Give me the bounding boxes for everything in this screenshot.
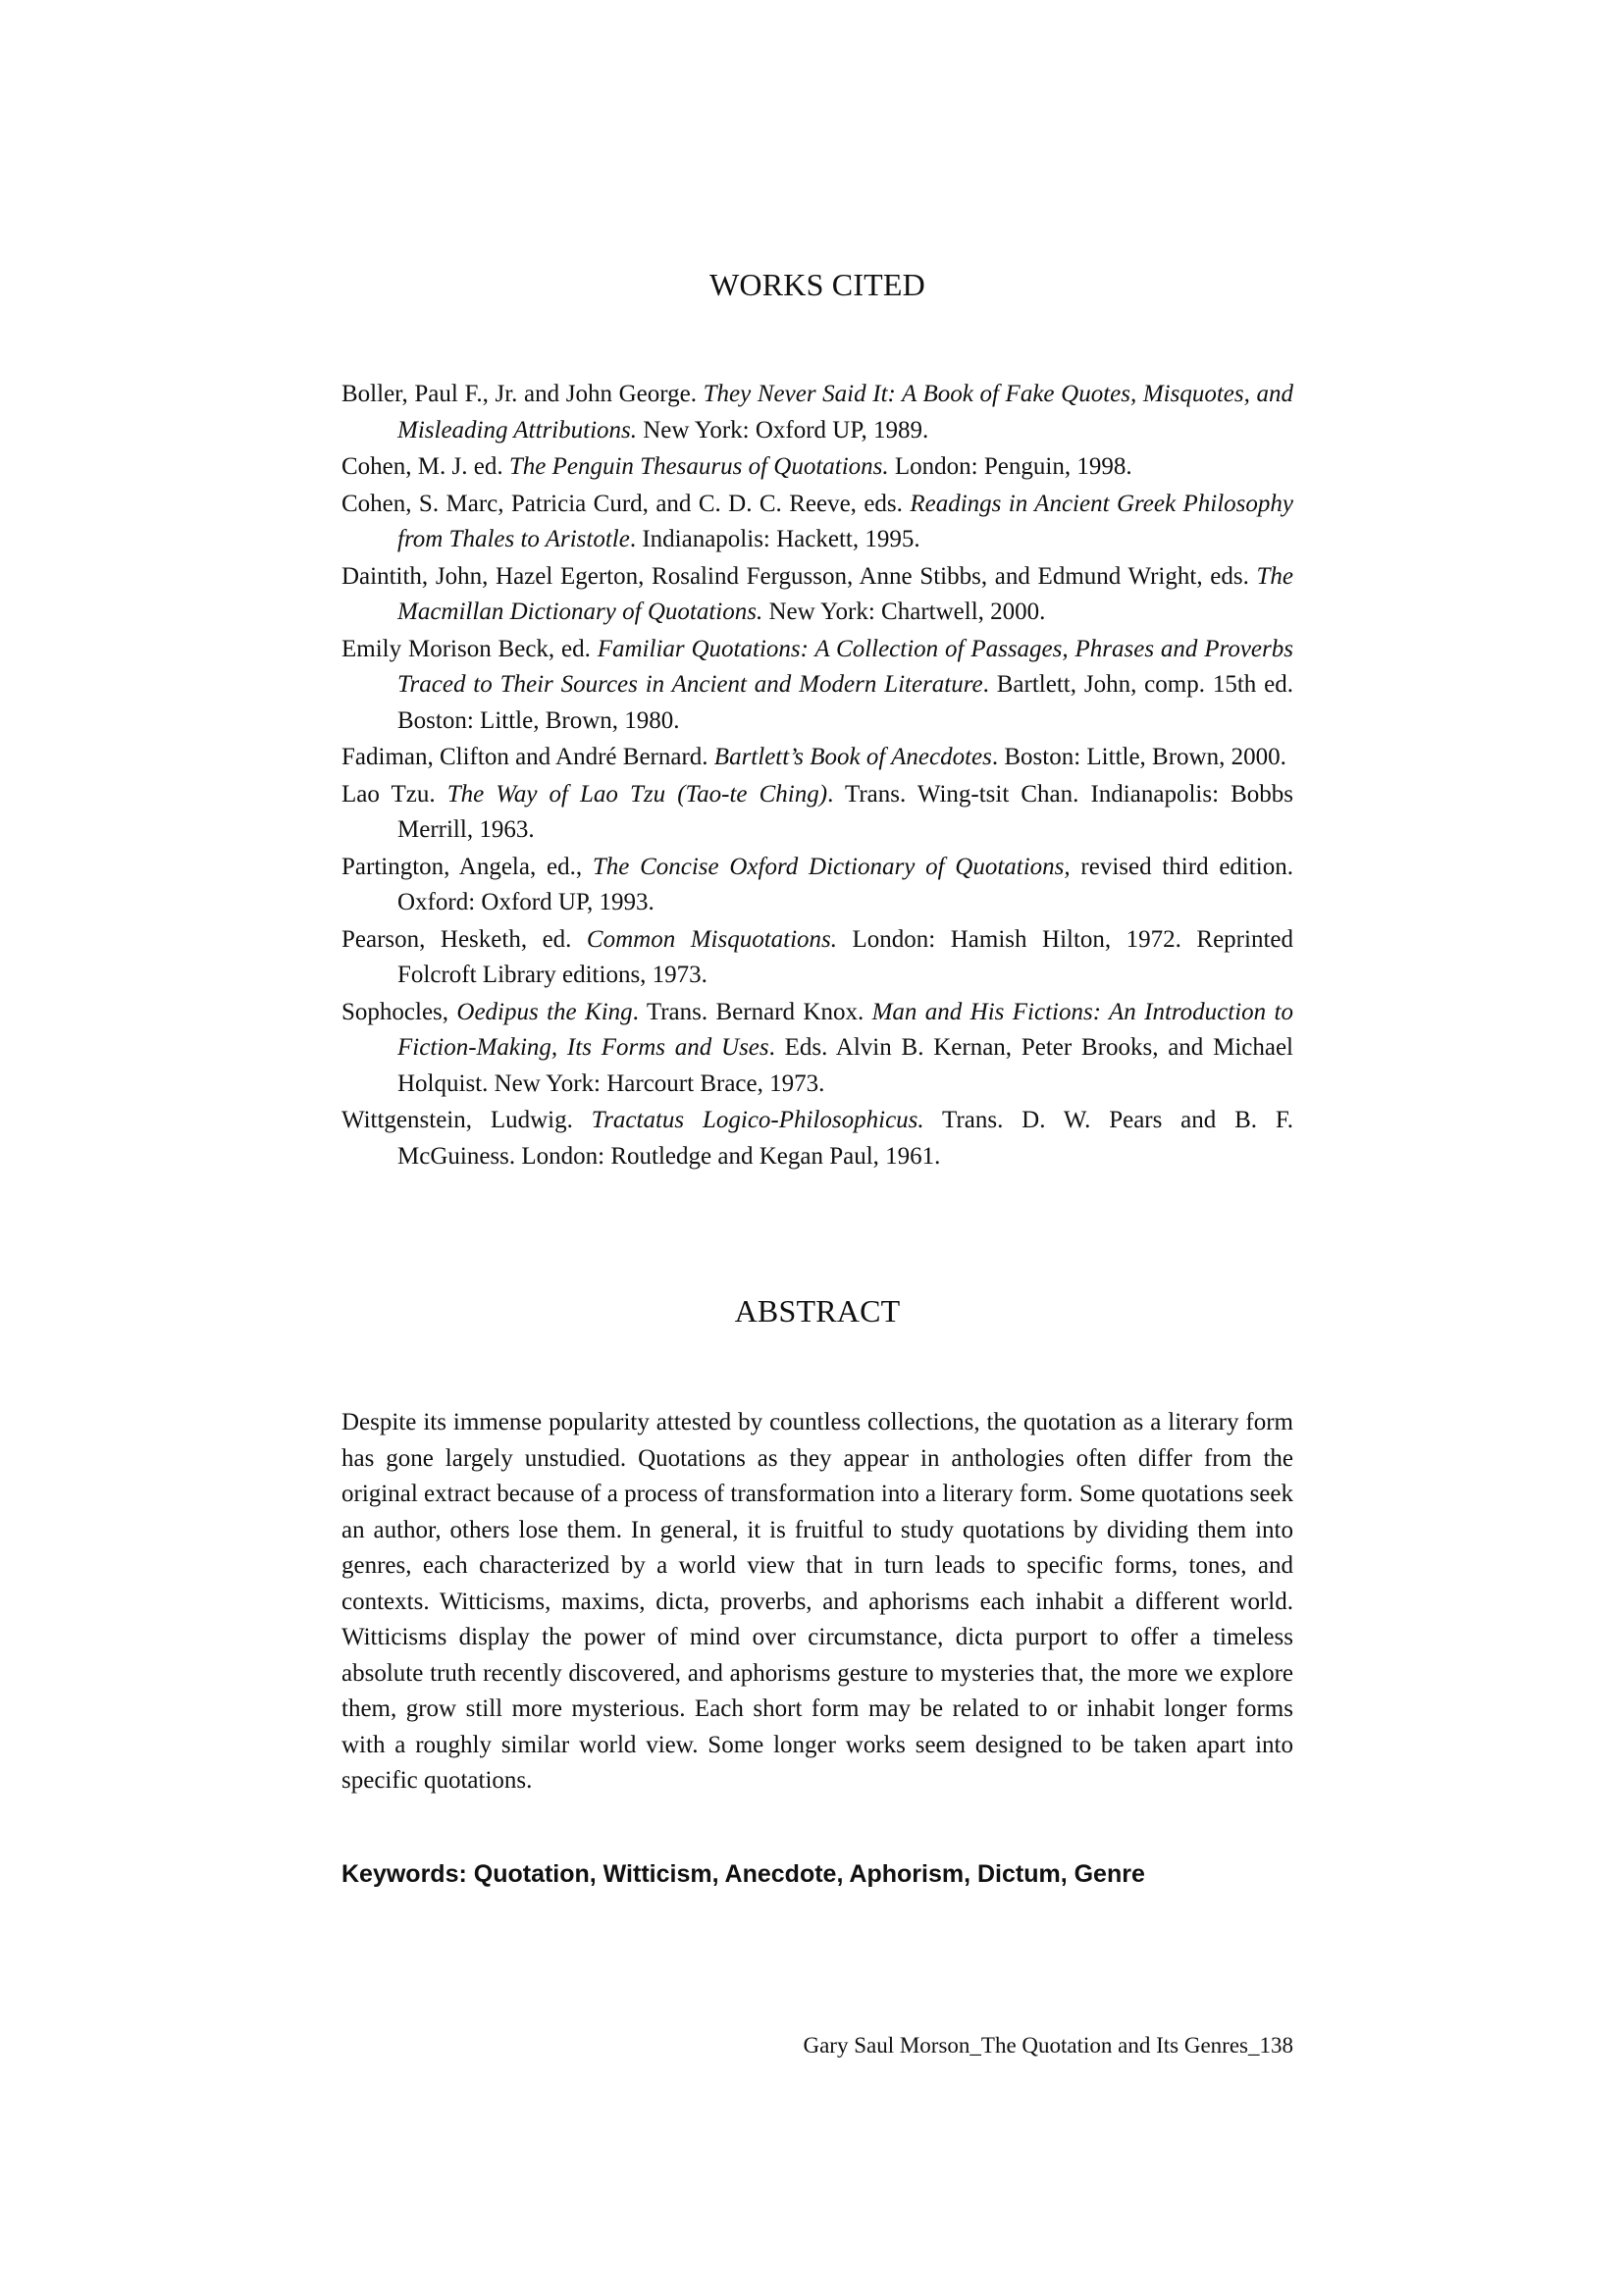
entry-title: Oedipus the King [456, 998, 633, 1025]
entry-publication: New York: Chartwell, 2000. [762, 599, 1046, 625]
entry-author: Boller, Paul F., Jr. and John George. [341, 381, 704, 407]
bibliography-entry [341, 449, 1293, 486]
entry-publication: . Indianapolis: Hackett, 1995. [629, 526, 920, 552]
entry-collection-title: Man and His Fictions: An Introduction to Fiction-Making, Its Forms and Uses [397, 998, 1293, 1061]
entry-title: The Penguin Thesaurus of Quotations. [508, 453, 889, 480]
bibliography-entry [341, 1103, 1293, 1174]
entry-title: Familiar Quotations: A Collection of Passages, Phrases and Proverbs Traced to Their Sources in Ancient and Modern Literature [397, 635, 1293, 698]
entry-publication: London: Hamish Hilton, 1972. Reprinted Folcroft Library editions, 1973. [397, 925, 1293, 988]
entry-publication: . Bartlett, John, comp. 15th ed. Boston: Little, Brown, 1980. [397, 671, 1293, 734]
entry-author: Wittgenstein, Ludwig. [341, 1107, 592, 1133]
entry-publication: . Eds. Alvin B. Kernan, Peter Brooks, and Michael Holquist. New York: Harcourt Brace, 1973. [397, 1034, 1293, 1097]
entry-author: Partington, Angela, ed., [341, 853, 593, 880]
bibliography-entry [341, 559, 1293, 631]
entry-publication: London: Penguin, 1998. [888, 453, 1132, 480]
entry-title: The Concise Oxford Dictionary of Quotations, [592, 853, 1071, 880]
entry-author: Cohen, S. Marc, Patricia Curd, and C. D. C. Reeve, eds. [341, 490, 911, 517]
page-footer: Gary Saul Morson_The Quotation and Its Genres_138 [803, 2033, 1293, 2058]
entry-publication: New York: Oxford UP, 1989. [637, 416, 929, 443]
entry-translator: . Trans. Bernard Knox. [632, 998, 872, 1025]
bibliography-entry [341, 995, 1293, 1103]
abstract-paragraph: Despite its immense popularity attested by countless collections, the quotation as a literary form has gone largely unstudied. Quotations as they appear in anthologies often differ from the original extract because of a process of transformation into a literary form. Some quotations seek an author, others lose them. In general, it is fruitful to study quotations by dividing them into genres, each characterized by a world view that in turn leads to specific forms, tones, and contexts. Witticisms, maxims, dicta, proverbs, and aphorisms each inhabit a different world. Witticisms display the power of mind over circumstance, dicta purport to offer a timeless absolute truth recently discovered, and aphorisms gesture to mysteries that, the more we explore them, grow still more mysterious. Each short form may be related to or inhabit longer forms with a roughly similar world view. Some longer works seem designed to be taken apart into specific quotations. [341, 1409, 1293, 1794]
entry-title: Readings in Ancient Greek Philosophy from Thales to Aristotle [397, 490, 1293, 552]
entry-author: Cohen, M. J. ed. [341, 453, 509, 480]
entry-publication: Trans. D. W. Pears and B. F. McGuiness. London: Routledge and Kegan Paul, 1961. [397, 1107, 1293, 1170]
entry-publication: . Boston: Little, Brown, 2000. [991, 744, 1286, 770]
bibliography-entry [341, 777, 1293, 849]
entry-title: The Way of Lao Tzu (Tao-te Ching) [446, 780, 828, 808]
bibliography-entry [341, 487, 1293, 558]
works-cited-heading: WORKS CITED [709, 267, 925, 302]
entry-publication: . Trans. Wing-tsit Chan. Indianapolis: Bobbs Merrill, 1963. [397, 780, 1293, 843]
bibliography-entry [341, 850, 1293, 921]
entry-title: Bartlett’s Book of Anecdotes [713, 744, 992, 770]
bibliography-entry [341, 922, 1293, 994]
entry-author: Emily Morison Beck, ed. [341, 635, 598, 662]
abstract-heading: ABSTRACT [734, 1293, 901, 1329]
entry-title: They Never Said It: A Book of Fake Quotes, Misquotes, and Misleading Attributions. [397, 381, 1293, 443]
entry-author: Lao Tzu. [341, 780, 447, 808]
entry-author: Daintith, John, Hazel Egerton, Rosalind Fergusson, Anne Stibbs, and Edmund Wright, eds. [341, 562, 1257, 590]
entry-title: The Macmillan Dictionary of Quotations. [397, 562, 1293, 625]
keywords-line: Keywords: Quotation, Witticism, Anecdote, Aphorism, Dictum, Genre [341, 1860, 1145, 1888]
bibliography-entry [341, 377, 1293, 448]
entry-author: Fadiman, Clifton and André Bernard. [341, 744, 714, 770]
entry-title: Common Misquotations. [586, 925, 838, 953]
entry-author: Sophocles, [341, 998, 457, 1025]
bibliography-entry [341, 632, 1293, 740]
entry-author: Pearson, Hesketh, ed. [341, 925, 587, 953]
bibliography-entry [341, 740, 1293, 776]
entry-title: Tractatus Logico-Philosophicus. [591, 1107, 924, 1133]
bibliography-list [341, 377, 1293, 1175]
entry-publication: revised third edition. Oxford: Oxford UP, 1993. [397, 853, 1293, 915]
